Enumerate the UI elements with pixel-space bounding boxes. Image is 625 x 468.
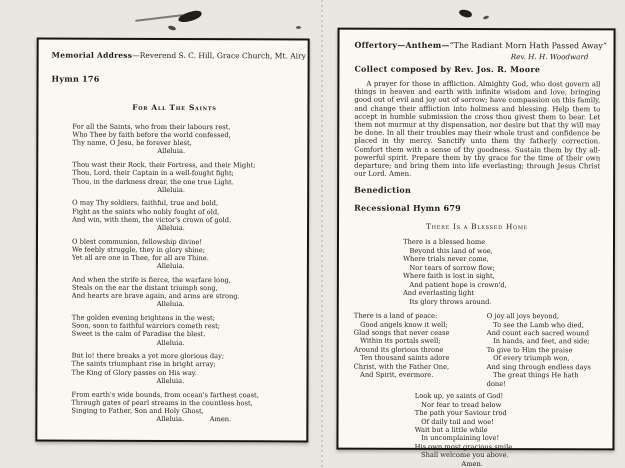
composer-attribution: Rev. H. H. Woodward (510, 52, 589, 62)
offertory-anthem-label: Offertory—Anthem— (354, 40, 450, 50)
hymn-verse: Thou wast their Rock, their Fortress, and their Might; Thou, Lord, their Captain in a well-fought fight; Thou, in the darkness drear, the one true Light. Alleluia. (72, 160, 256, 194)
verse1-wrapper (354, 238, 600, 306)
collect-prayer-text: A prayer for those in affliction. Almighty God, who dost govern all things in heaven and earth with infinite wisdom and love, bringing good out of evil and joy out of sorrow; have compassion on this family, and change their affliction into holiness and blessing. Help them to accept in humble submission the cross thou givest them to bear. Let them not murmur at thy dispensation, nor desire but that thy will may be done. In all their troubles may their whole trust and confidence be placed in thy mercy. Sanctify unto them thy fatherly correction. Comfort them with a sense of thy goodness. Sustain them by thy all-powerful spirit. Prepare them by thy grace for the time of their own departure; and bring them into life everlasting; through Jesus Christ our Lord. Amen. (354, 79, 601, 179)
ink-smudge-mark (296, 26, 301, 29)
right-page (336, 28, 615, 468)
binding-fold-line (321, 0, 323, 468)
hymn-verse: O joy all joys beyond, To see the Lamb who died, And count each sacred wound In hands, and feet, and side; To give to Him the praise Of every triumph won, And sing through endless days The great things He hath done! (486, 312, 591, 388)
verse4-wrapper (353, 392, 599, 468)
memorial-address-detail: —Reverend S. C. Hill, Grace Church, Mt. Airy (132, 50, 306, 61)
hymn-verse: For all the Saints, who from their labours rest, Who Thee by faith before the world confessed, Thy name, O Jesu, be forever blest, Alleluia. (72, 122, 231, 156)
recessional-hymn-heading: Recessional Hymn 679 (354, 203, 461, 214)
anthem-title: “The Radiant Morn Hath Passed Away” (449, 40, 607, 51)
two-column-verses (354, 312, 600, 389)
hymn-verse: The golden evening brightens in the west; Soon, soon to faithful warriors cometh rest; Sweet is the calm of Paradise the blest. Alleluia. (71, 313, 221, 347)
hymn-verse: There is a land of peace: Good angels know it well; Glad songs that never cease Within its portals swell; Around its glorious throne Ten thousand saints adore Christ, with the Father One, And Spirit, evermore. (353, 311, 450, 380)
benediction-heading: Benediction (354, 185, 412, 196)
hymn-number-heading: Hymn 176 (51, 73, 100, 84)
hymn-verse: O blest communion, fellowship divine! We feebly struggle, they in glory shine; Yet all are one in Thee, for all are Thine. Alleluia. (71, 237, 209, 271)
hymn-title-right: There Is a Blessed Home (426, 222, 529, 232)
memorial-address-heading-line (51, 50, 306, 61)
hymn-verses-left (71, 123, 297, 424)
hymn-verse: And when the strife is fierce, the warfare long, Steals on the ear the distant triumph song, And hearts are brave again, and arms are strong. Alleluia. (71, 275, 240, 309)
hymn-verse: O may Thy soldiers, faithful, true and bold, Fight as the saints who nobly fought of old, And win, with them, the victor's crown of gold. Alleluia. (72, 199, 232, 232)
verse3-column (487, 312, 600, 388)
ink-smudge-mark (458, 8, 472, 18)
verse2-column (354, 312, 487, 388)
offertory-heading-line (354, 40, 607, 52)
hymn-verse: There is a blessed home Beyond this land of woe, Where trials never come, Nor tears of sorrow flow; Where faith is lost in sight, And patient hope is crown'd, And everlasting light Its glory throws around. (402, 238, 507, 306)
memorial-address-label: Memorial Address (51, 50, 133, 60)
left-page (35, 38, 309, 443)
hymn-verse: But lo! there breaks a yet more glorious day; The saints triumphant rise in bright array; The King of Glory passes on His way. Alleluia. (71, 351, 225, 385)
ink-smudge-mark (483, 15, 490, 20)
ink-smudge-mark (177, 9, 202, 24)
hymn-verse: Look up, ye saints of God! Nor fear to tread below The path your Saviour trod Of daily toil and woe! Wait but a little while In uncomplaining love! His own most gracious smile Shall welcome you above. Amen. (414, 391, 513, 468)
ink-streak-mark (135, 14, 183, 22)
ink-smudge-mark (168, 25, 177, 31)
collect-heading: Collect composed by Rev. Jos. R. Moore (354, 63, 541, 75)
hymn-verse: From earth's wide bounds, from ocean's farthest coast, Through gates of pearl streams in the countless host, Singing to Father, Son and Holy Ghost, Alleluia. Amen. (71, 390, 259, 424)
hymn-title-left: For All The Saints (132, 102, 217, 113)
